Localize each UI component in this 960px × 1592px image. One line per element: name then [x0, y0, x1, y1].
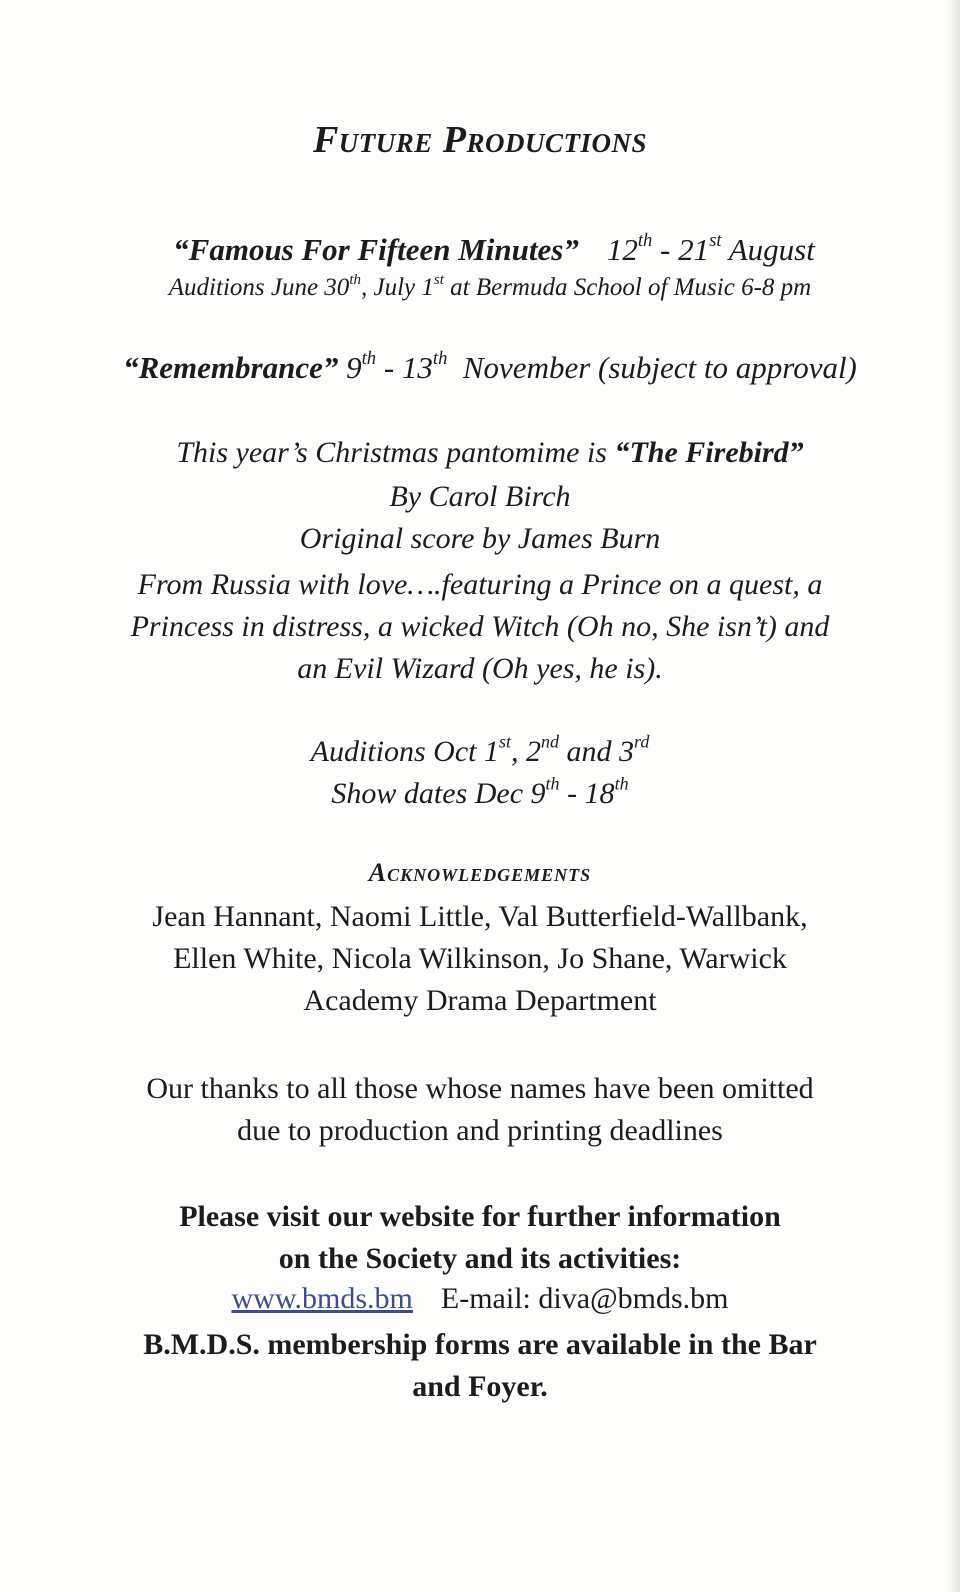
famous-aud-rest: at Bermuda School of Music 6-8 pm: [443, 274, 812, 301]
famous-date-start-suffix: th: [637, 230, 653, 252]
acknowledgement-line: Academy Drama Department: [303, 984, 657, 1017]
panto-show-mid: - 18: [559, 777, 615, 810]
panto-aud-s2: nd: [541, 731, 559, 752]
panto-aud-s3: rd: [634, 731, 650, 752]
production-famous-line: [14, 232, 960, 268]
production-remembrance-line: [10, 350, 960, 386]
famous-date-month: August: [721, 232, 815, 267]
famous-date-start: 12: [606, 232, 638, 267]
contact-line: [0, 1282, 960, 1316]
thanks-text: [0, 1068, 960, 1152]
website-link[interactable]: www.bmds.bm: [231, 1282, 413, 1315]
famous-aud-suffix2: st: [433, 271, 444, 288]
panto-aud-prefix: Auditions Oct 1: [310, 735, 499, 768]
membership-text: [0, 1324, 960, 1408]
thanks-line: Our thanks to all those whose names have been omitted: [146, 1072, 814, 1105]
pantomime-intro: This year’s Christmas pantomime is: [176, 436, 615, 469]
production-remembrance-title: “Remembrance”: [123, 350, 339, 385]
visit-line: Please visit our website for further information: [179, 1200, 781, 1233]
acknowledgement-line: Ellen White, Nicola Wilkinson, Jo Shane, Warwick: [173, 942, 787, 975]
pantomime-author: By Carol Birch: [389, 480, 571, 513]
panto-aud-s1: st: [498, 731, 511, 752]
famous-aud-prefix: Auditions June 30: [168, 274, 350, 301]
visit-website-text: [0, 1196, 960, 1280]
acknowledgements-text: [0, 896, 960, 1022]
pantomime-auditions: [0, 731, 960, 769]
famous-date-end-suffix: st: [709, 230, 722, 252]
panto-aud-and: and 3: [559, 735, 634, 768]
visit-line: on the Society and its activities:: [278, 1242, 682, 1275]
membership-line: and Foyer.: [412, 1370, 548, 1403]
famous-auditions: [10, 271, 960, 302]
email-text: E-mail: diva@bmds.bm: [440, 1282, 729, 1315]
description-line: Princess in distress, a wicked Witch (Oh no, She isn’t) and: [130, 610, 830, 643]
famous-date-sep: -: [652, 232, 679, 267]
acknowledgements-heading: Acknowledgements: [368, 858, 592, 887]
panto-show-prefix: Show dates Dec 9: [331, 777, 546, 810]
membership-line: B.M.D.S. membership forms are available in the Bar: [143, 1328, 817, 1361]
thanks-line: due to production and printing deadlines: [237, 1114, 723, 1147]
pantomime-description: [0, 564, 960, 690]
description-line: From Russia with love….featuring a Prince on a quest, a: [137, 568, 823, 601]
remem-date-start-suffix: th: [361, 348, 377, 370]
pantomime-score: Original score by James Burn: [299, 522, 661, 555]
page-title: Future Productions: [312, 119, 648, 161]
remem-date-sep: - 13: [376, 350, 433, 385]
panto-show-s1: th: [545, 773, 560, 794]
remem-date-rest: November (subject to approval): [447, 350, 857, 385]
pantomime-title: “The Firebird”: [614, 436, 804, 469]
remem-date-end-suffix: th: [432, 348, 448, 370]
production-famous-title: “Famous For Fifteen Minutes”: [173, 232, 579, 267]
famous-aud-mid: , July 1: [360, 274, 434, 301]
description-line: an Evil Wizard (Oh yes, he is).: [297, 652, 663, 685]
panto-show-s2: th: [614, 773, 629, 794]
pantomime-show-dates: [0, 773, 960, 811]
famous-date-end: 21: [678, 232, 710, 267]
famous-aud-suffix1: th: [349, 271, 361, 288]
acknowledgement-line: Jean Hannant, Naomi Little, Val Butterfield-Wallbank,: [152, 900, 808, 933]
panto-aud-mid: , 2: [511, 735, 541, 768]
pantomime-intro-line: [10, 436, 960, 470]
remem-date-start: 9: [338, 350, 362, 385]
